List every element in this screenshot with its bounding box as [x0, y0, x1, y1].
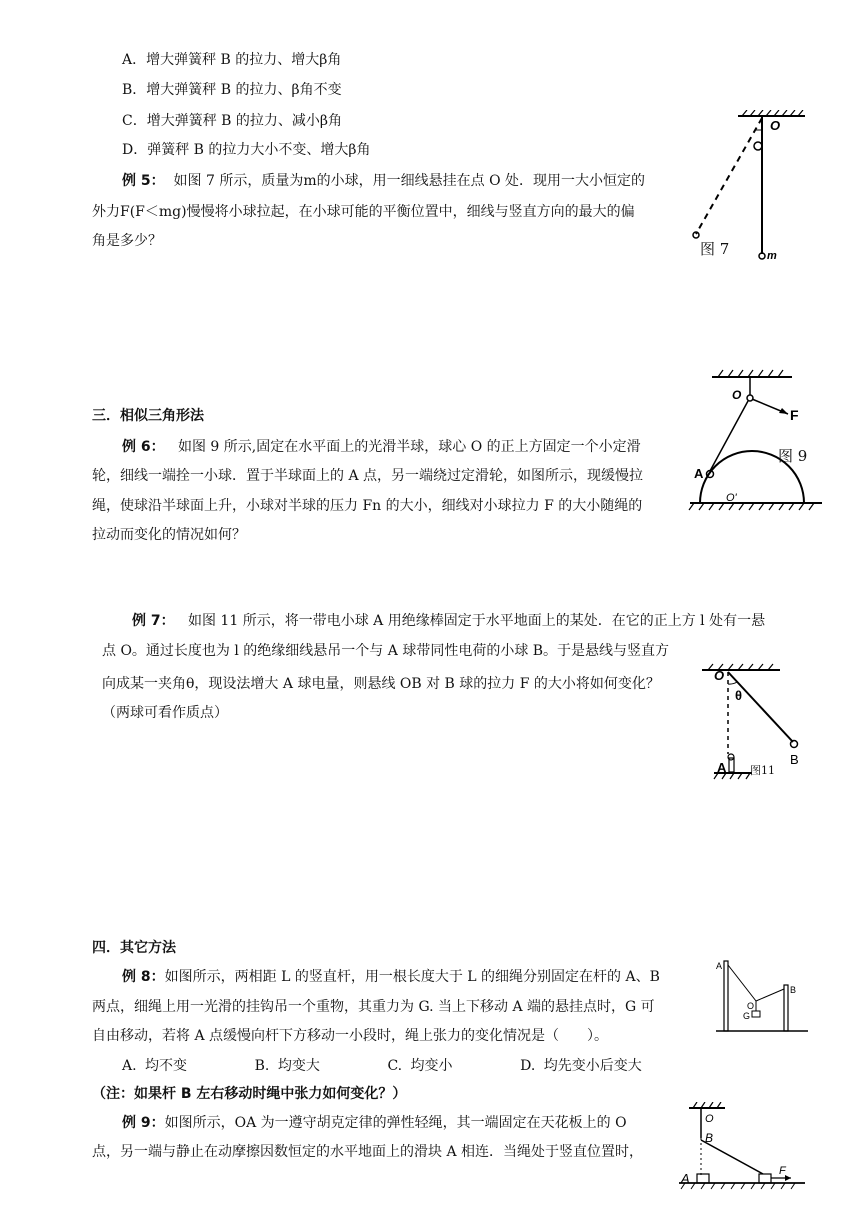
fig7-caption: 图 7	[700, 240, 730, 258]
figure-9	[682, 365, 832, 520]
fig8-label-a: A	[716, 961, 723, 971]
ex8-label: 例 8：	[122, 969, 165, 985]
ex5-line1	[122, 171, 645, 191]
ex8-line1	[122, 967, 660, 987]
ex7-label: 例 7：	[132, 613, 175, 629]
fig11-caption: 图11	[750, 764, 775, 777]
figure-ex9	[675, 1102, 810, 1192]
figure-ex8	[712, 955, 812, 1035]
ex8-line3: 自由移动，若将 A 点缓慢向杆下方移动一小段时，绳上张力的变化情况是（ ）。	[92, 1028, 609, 1044]
fig-ex9-label-b: B	[705, 1131, 714, 1145]
fig11-label-b: B	[790, 752, 799, 767]
ex7-line2: 点 O。通过长度也为 l 的绝缘细线悬吊一个与 A 球带同性电荷的小球 B。于是悬线与竖直方	[102, 643, 670, 659]
ex5-line2: 外力F(F＜mg)慢慢将小球拉起，在小球可能的平衡位置中，细线与竖直方向的最大的偏	[92, 204, 635, 220]
option-c: C．增大弹簧秤 B 的拉力、减小β角	[122, 113, 342, 129]
ex9-text-1: 如图所示，OA 为一遵守胡克定律的弹性轻绳，其一端固定在天花板上的 O	[164, 1115, 627, 1131]
option-d: D．弹簧秤 B 的拉力大小不变、增大β角	[122, 142, 371, 158]
ex5-text-1: 如图 7 所示，质量为m的小球，用一细线悬挂在点 O 处．现用一大小恒定的	[173, 173, 645, 189]
ex6-line2: 轮，细线一端拴一小球．置于半球面上的 A 点，另一端绕过定滑轮，如图所示，现缓慢拉	[92, 468, 644, 484]
ex7-text-1: 如图 11 所示，将一带电小球 A 用绝缘棒固定于水平地面上的某处．在它的正上方 l 处有一悬	[187, 613, 766, 629]
option-a: A．增大弹簧秤 B 的拉力、增大β角	[122, 52, 342, 68]
section3-title: 三．相似三角形法	[92, 408, 204, 424]
figure-7	[680, 110, 820, 270]
ex6-text-1: 如图 9 所示,固定在水平面上的光滑半球，球心 O 的正上方固定一个小定滑	[177, 439, 641, 455]
ex5-label: 例 5：	[122, 173, 165, 189]
fig-ex9-label-f: F	[779, 1165, 786, 1177]
ex6-line3: 绳，使球沿半球面上升，小球对半球的压力 Fn 的大小，细线对小球拉力 F 的大小随绳的	[92, 498, 643, 514]
ex8-option-b: B. 均变大	[254, 1058, 320, 1074]
option-b: B．增大弹簧秤 B 的拉力、β角不变	[122, 82, 342, 98]
fig7-label-m: m	[767, 250, 777, 262]
ex8-option-c: C. 均变小	[387, 1058, 453, 1074]
fig11-label-a: A	[717, 760, 727, 775]
fig9-label-f: F	[790, 407, 799, 423]
ex6-label: 例 6：	[122, 439, 165, 455]
ex9-line2: 点，另一端与静止在动摩擦因数恒定的水平地面上的滑块 A 相连．当绳处于竖直位置时，	[92, 1144, 644, 1160]
ex8-option-d: D. 均先变小后变大	[520, 1058, 642, 1074]
fig8-label-g: G	[743, 1011, 751, 1021]
ex7-line4: （两球可看作质点）	[102, 705, 228, 721]
ex6-line4: 拉动而变化的情况如何？	[92, 527, 246, 543]
fig-ex9-label-a: A	[681, 1171, 690, 1186]
ex5-line3: 角是多少？	[92, 233, 162, 249]
fig9-label-o: O	[732, 388, 742, 402]
ex9-label: 例 9：	[122, 1115, 165, 1131]
fig9-label-o2: O'	[726, 492, 737, 504]
ex8-line2: 两点，细绳上用一光滑的挂钩吊一个重物，其重力为 G. 当上下移动 A 端的悬挂点时，G 可	[92, 999, 655, 1015]
fig7-label-o: O	[770, 118, 781, 133]
fig8-label-o: O	[747, 1001, 755, 1011]
fig11-label-theta: θ	[735, 688, 743, 703]
fig8-label-b: B	[790, 985, 797, 995]
fig9-label-a: A	[694, 466, 704, 481]
ex7-line1	[132, 611, 765, 631]
fig11-label-o: O	[714, 668, 725, 683]
fig9-caption: 图 9	[778, 447, 808, 465]
ex8-options	[122, 1056, 642, 1076]
figure-11	[700, 662, 820, 782]
ex8-text-1: 如图所示，两相距 L 的竖直杆，用一根长度大于 L 的细绳分别固定在杆的 A、B	[164, 969, 660, 985]
ex8-option-a: A. 均不变	[122, 1058, 188, 1074]
ex6-line1	[122, 437, 641, 457]
fig-ex9-label-o: O	[705, 1113, 714, 1125]
ex9-line1	[122, 1113, 627, 1133]
ex8-note: （注：如果杆 B 左右移动时绳中张力如何变化？）	[92, 1086, 407, 1102]
ex7-line3: 向成某一夹角θ，现设法增大 A 球电量，则悬线 OB 对 B 球的拉力 F 的大小将如何变化？	[102, 676, 660, 692]
section4-title: 四．其它方法	[92, 940, 176, 956]
